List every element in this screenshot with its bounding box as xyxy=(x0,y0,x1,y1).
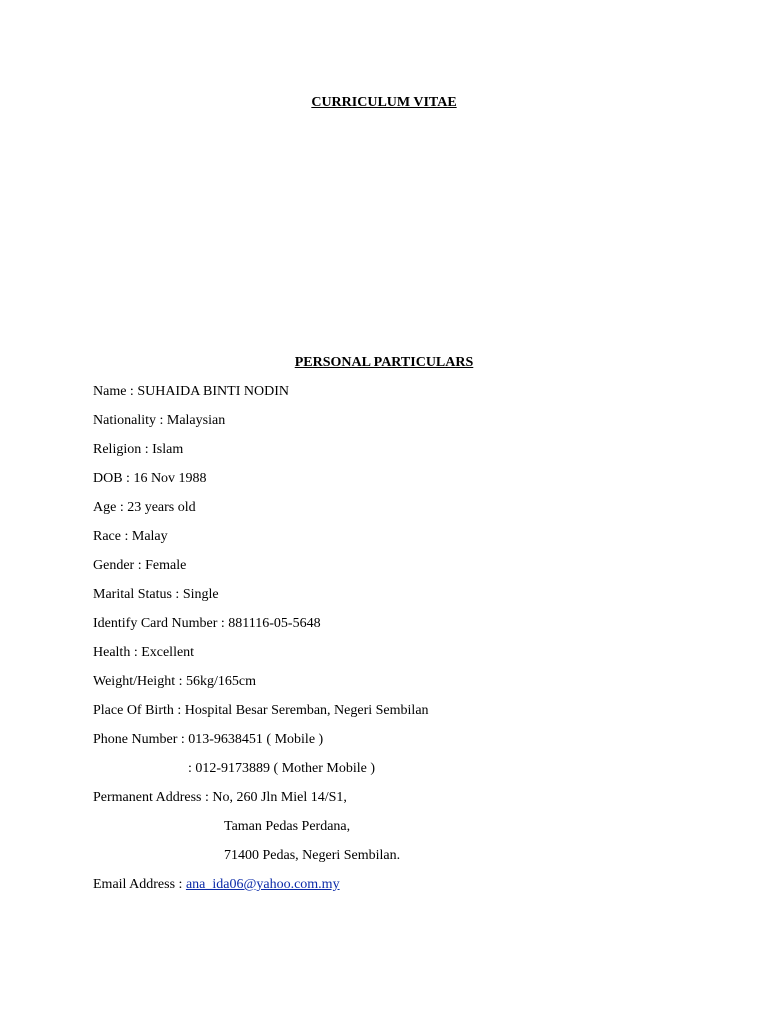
field-address-line1: Permanent Address : No, 260 Jln Miel 14/S1, xyxy=(93,790,347,805)
email-label: Email Address : xyxy=(93,877,186,892)
field-place-of-birth: Place Of Birth : Hospital Besar Seremban, Negeri Sembilan xyxy=(93,703,429,718)
field-age: Age : 23 years old xyxy=(93,500,196,515)
field-address-line2: Taman Pedas Perdana, xyxy=(224,819,351,834)
field-health: Health : Excellent xyxy=(93,645,195,660)
document-title: CURRICULUM VITAE xyxy=(311,95,457,110)
field-gender: Gender : Female xyxy=(93,558,187,573)
field-dob: DOB : 16 Nov 1988 xyxy=(93,471,207,486)
field-religion: Religion : Islam xyxy=(93,442,184,457)
field-phone-primary: Phone Number : 013-9638451 ( Mobile ) xyxy=(93,732,324,747)
field-address-line3: 71400 Pedas, Negeri Sembilan. xyxy=(224,848,401,863)
field-email xyxy=(93,876,340,893)
field-phone-secondary: : 012-9173889 ( Mother Mobile ) xyxy=(188,761,376,776)
section-heading-personal-particulars: PERSONAL PARTICULARS xyxy=(294,355,474,370)
field-ic-number: Identify Card Number : 881116-05-5648 xyxy=(93,616,321,631)
email-link[interactable]: ana_ida06@yahoo.com.my xyxy=(185,877,340,892)
field-marital-status: Marital Status : Single xyxy=(93,587,219,602)
field-weight-height: Weight/Height : 56kg/165cm xyxy=(93,674,256,689)
field-name: Name : SUHAIDA BINTI NODIN xyxy=(93,384,289,399)
field-nationality: Nationality : Malaysian xyxy=(93,413,226,428)
field-race: Race : Malay xyxy=(93,529,168,544)
